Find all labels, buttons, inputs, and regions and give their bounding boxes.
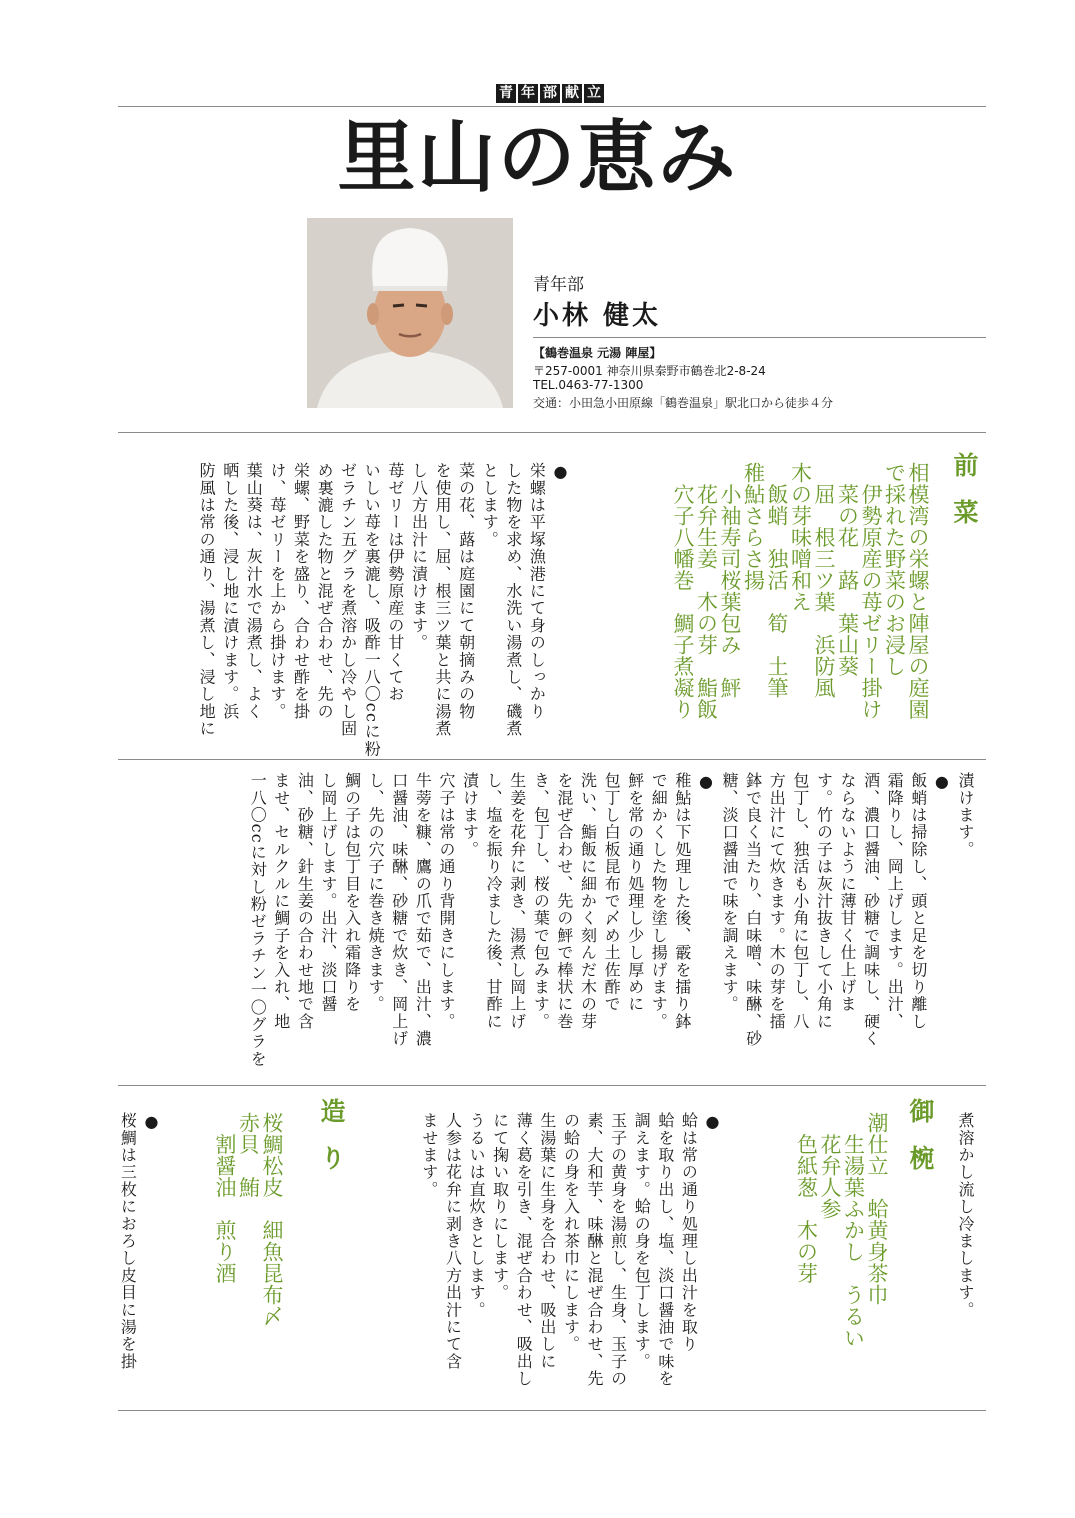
zensai-recipe: ● 栄螺は平塚漁港にて身のしっかり した物を求め、水洗い湯煮し、磯煮 とします。 菜の花、蕗は庭園にて朝摘みの物 を使用し、屈、根三ツ葉と共に湯煮 し八方出汁に漬けます。 苺ゼリーは伊勢原産の甘くてお いしい苺を裏漉し、吸酢一八〇ccに粉 ゼラチン五グラを煮溶かし冷やし固 め裏漉した物と混ぜ合わせ、先の 栄螺、野菜を盛り、合わせ酢を掛 け、苺ゼリーを上から掛けます。 葉山葵は、灰汁水で湯煮し、よく 晒した後、浸し地に漬けます。浜 防風は常の通り、湯煮し、浸し地に [197, 462, 570, 758]
page-title: 里山の恵み [337, 112, 738, 203]
section-rule-4 [118, 1410, 986, 1411]
zensai-heading: 前菜 [950, 452, 979, 546]
category-char: 立 [584, 84, 604, 103]
chef-name: 小林 健太 [533, 301, 662, 331]
chef-portrait-image [307, 218, 513, 408]
section-rule-1 [118, 432, 986, 433]
chef-photo [307, 218, 513, 408]
zensai-menu: 相模湾の栄螺と陣屋の庭園 で採れた野菜のお浸し 伊勢原産の苺ゼリー掛け 菜の花 蕗 葉山葵 屈 根三ツ葉 浜防風 木の芽味噌和え 飯蛸 独活 筍 土筆 稚鮎さらさ揚 小袖寿司桜葉包み 鮃 花弁生姜 木の芽 鮨飯 穴子八幡巻 鯛子煮凝り [671, 462, 930, 720]
tsukuri-recipe: ● 桜鯛は三枚におろし皮目に湯を掛 [118, 1112, 161, 1370]
category-char: 献 [562, 84, 582, 103]
header-rule [118, 106, 986, 107]
category-char: 青 [496, 84, 516, 103]
category-char: 部 [540, 84, 560, 103]
category-char: 年 [518, 84, 538, 103]
owan-menu: 潮仕立 蛤黄身茶巾 生湯葉ふかし うるい 花弁人参 色紙葱 木の芽 [794, 1112, 889, 1349]
section-rule-2 [118, 759, 986, 760]
tsukuri-heading: 造り [317, 1098, 346, 1192]
owan-recipe: ● 蛤は常の通り処理し出汁を取り 蛤を取り出し、塩、淡口醤油で味を 調えます。蛤の身を包丁します。 玉子の黄身を湯煎し、生身、玉子の 素、大和芋、味醂と混ぜ合わせ、先 の蛤の身を入れ茶巾にします。 生湯葉に生身を合わせ、吸出しに 薄く葛を引き、混ぜ合わせ、吸出し にて掬い取りにします。 うるいは直炊きとします。 人参は花弁に剥き八方出汁にて含 ませます。 [419, 1112, 722, 1388]
shop-tel: TEL.0463-77-1300 [533, 378, 644, 392]
owan-heading: 御椀 [906, 1098, 935, 1192]
shop-access: 交通：小田急小田原線「鶴巻温泉」駅北口から徒歩４分 [533, 396, 834, 410]
profile-rule [533, 337, 986, 338]
owan-before-text: 煮溶かし流し冷まします。 [956, 1112, 975, 1319]
tsukuri-menu: 桜鯛松皮 細魚昆布〆 赤貝 鮪 割醤油 煎り酒 [213, 1112, 284, 1327]
section-rule-3 [118, 1085, 986, 1086]
zensai-recipe-continued: 漬けます。 ● 飯蛸は掃除し、頭と足を切り離し 霜降りし、岡上げします。出汁、 酒、濃口醤油、砂糖で調味し、硬く ならないように薄甘く仕上げま す。竹の子は灰汁抜きして小角に 包丁し、独活も小角に包丁し、八 方出汁にて炊きます。木の芽を擂 鉢で良く当たり、白味噌、味醂、砂 糖、淡口醤油で味を調えます。 ● 稚鮎は下処理した後、霰を擂り鉢 で細かくした物を塗し揚げます。 鮃を常の通り処理し少し厚めに 包丁し白板昆布で〆め土佐酢で 洗い、鮨飯に細かく刻んだ木の芽 を混ぜ合わせ、先の鮃で棒状に巻 き、包丁し、桜の葉で包みます。 生姜を花弁に剥き、湯煮し岡上げ し、塩を振り冷ました後、甘酢に 漬けます。 穴子は常の通り背開きにします。 牛蒡を糠、鷹の爪で茹で、出汁、濃 口醤油、味醂、砂糖で炊き、岡上げ し、先の穴子に巻き焼きます。 鯛の子は包丁目を入れ霜降りを し岡上げします。出汁、淡口醤 油、砂糖、針生姜の合わせ地で含 ませ、セルクルに鯛子を入れ、地 一八〇ccに対し粉ゼラチン一〇グラを [248, 772, 975, 1068]
category-label [496, 84, 604, 103]
shop-name: 【鶴巻温泉 元湯 陣屋】 [533, 346, 662, 360]
shop-address: 〒257-0001 神奈川県秦野市鶴巻北2-8-24 [533, 364, 766, 378]
chef-department: 青年部 [533, 275, 584, 295]
